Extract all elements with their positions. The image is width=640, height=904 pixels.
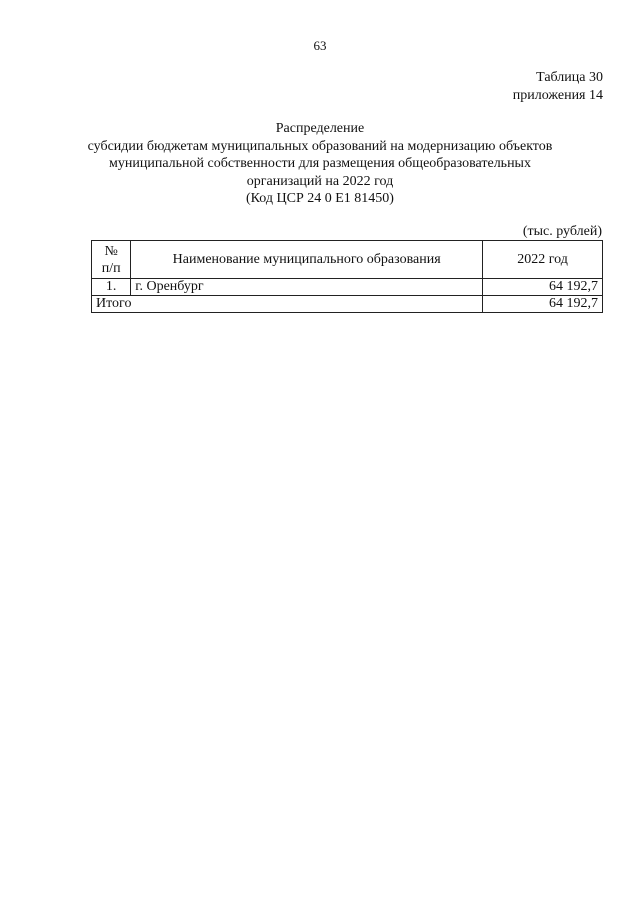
header-number [92,241,131,279]
header-municipality-name: Наименование муниципального образования [131,241,483,279]
heading-line-3: организаций на 2022 год [246,173,394,189]
document-heading [60,120,580,208]
page-number: 63 [313,38,327,53]
total-label: Итого [92,296,483,313]
total-value: 64 192,7 [483,296,603,313]
row-municipality-name: г. Оренбург [131,279,483,296]
heading-title: Распределение [275,121,365,136]
table-reference [513,69,603,105]
heading-line-1: субсидии бюджетам муниципальных образований на модернизацию объектов [87,138,553,154]
row-number: 1. [92,279,131,296]
table-header-row [92,241,603,279]
units-label: (тыс. рублей) [522,224,602,239]
header-year-2022: 2022 год [483,241,603,279]
header-number-symbol: № [104,243,118,259]
header-number-abbr: п/п [101,260,121,276]
row-value: 64 192,7 [483,279,603,296]
heading-line-2: муниципальной собственности для размещения общеобразовательных [109,156,531,171]
table-reference-line-1: Таблица 30 [536,70,603,85]
table-total-row [92,296,603,313]
table-reference-line-2: приложения 14 [512,88,603,103]
heading-code: (Код ЦСР 24 0 Е1 81450) [246,191,394,206]
table-row [92,279,603,296]
distribution-table [91,240,603,313]
